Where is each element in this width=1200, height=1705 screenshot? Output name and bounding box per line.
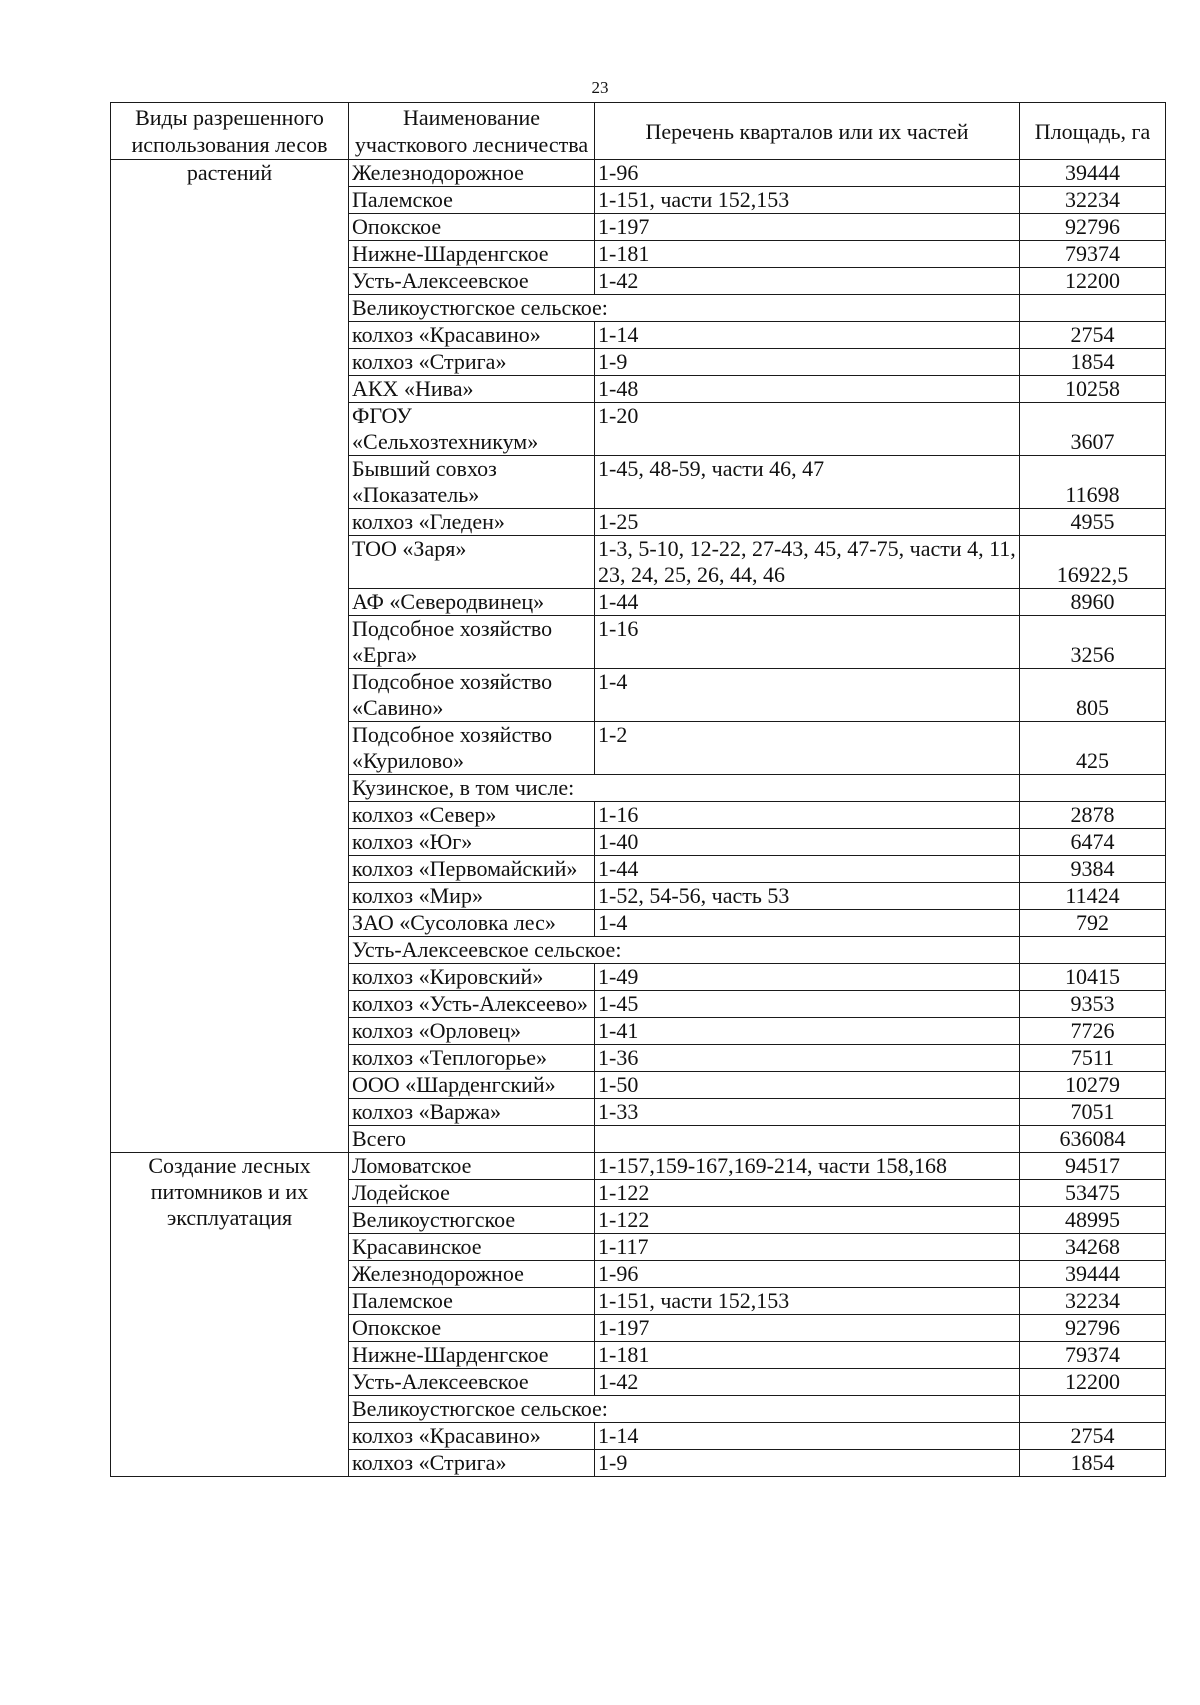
area-cell: 805 [1020,669,1166,722]
area-cell: 92796 [1020,1315,1166,1342]
forestry-name-cell: АФ «Северодвинец» [349,589,595,616]
header-quarters: Перечень кварталов или их частей [595,103,1020,160]
quarters-cell: 1-181 [595,241,1020,268]
quarters-cell: 1-45, 48-59, части 46, 47 [595,456,1020,509]
area-cell: 32234 [1020,1288,1166,1315]
area-cell: 10415 [1020,964,1166,991]
table-body [111,160,1166,1477]
quarters-cell: 1-49 [595,964,1020,991]
area-cell: 32234 [1020,187,1166,214]
forestry-name-cell: Великоустюгское [349,1207,595,1234]
quarters-cell: 1-42 [595,268,1020,295]
forestry-name-cell: Ломоватское [349,1153,595,1180]
quarters-cell: 1-50 [595,1072,1020,1099]
quarters-cell: 1-44 [595,856,1020,883]
area-cell: 11424 [1020,883,1166,910]
category-cell: растений [111,160,349,1153]
forestry-name-cell: Опокское [349,214,595,241]
quarters-cell: 1-44 [595,589,1020,616]
area-cell: 6474 [1020,829,1166,856]
forestry-name-cell: Нижне-Шарденгское [349,1342,595,1369]
quarters-cell: 1-4 [595,910,1020,937]
quarters-cell: 1-197 [595,1315,1020,1342]
forestry-name-cell: Железнодорожное [349,1261,595,1288]
forestry-name-cell: колхоз «Теплогорье» [349,1045,595,1072]
area-cell: 8960 [1020,589,1166,616]
forestry-name-cell: Подсобное хозяйство «Курилово» [349,722,595,775]
quarters-cell: 1-48 [595,376,1020,403]
area-cell: 12200 [1020,268,1166,295]
quarters-cell: 1-151, части 152,153 [595,1288,1020,1315]
forest-use-table [110,102,1166,1477]
forestry-name-cell: колхоз «Красавино» [349,322,595,349]
subgroup-heading: Кузинское, в том числе: [349,775,1020,802]
area-cell: 7726 [1020,1018,1166,1045]
subgroup-heading: Великоустюгское сельское: [349,1396,1020,1423]
forestry-name-cell: колхоз «Усть-Алексеево» [349,991,595,1018]
forestry-name-cell: Железнодорожное [349,160,595,187]
quarters-cell: 1-52, 54-56, часть 53 [595,883,1020,910]
quarters-cell: 1-122 [595,1180,1020,1207]
quarters-cell: 1-3, 5-10, 12-22, 27-43, 45, 47-75, части 4, 11, 23, 24, 25, 26, 44, 46 [595,536,1020,589]
quarters-cell: 1-41 [595,1018,1020,1045]
area-cell: 39444 [1020,160,1166,187]
area-cell: 9353 [1020,991,1166,1018]
forestry-name-cell: колхоз «Стрига» [349,1450,595,1477]
forestry-name-cell: Красавинское [349,1234,595,1261]
table-row [111,160,1166,187]
forestry-name-cell: Палемское [349,187,595,214]
area-cell: 39444 [1020,1261,1166,1288]
area-cell: 1854 [1020,349,1166,376]
area-cell: 3607 [1020,403,1166,456]
area-cell: 2878 [1020,802,1166,829]
area-cell: 79374 [1020,241,1166,268]
forestry-name-cell: Нижне-Шарденгское [349,241,595,268]
page-number: 23 [591,78,609,97]
area-cell: 4955 [1020,509,1166,536]
area-cell: 2754 [1020,322,1166,349]
forestry-name-cell: Усть-Алексеевское [349,1369,595,1396]
area-cell: 92796 [1020,214,1166,241]
quarters-cell [595,1126,1020,1153]
quarters-cell: 1-14 [595,1423,1020,1450]
area-cell: 11698 [1020,456,1166,509]
header-area: Площадь, га [1020,103,1166,160]
subgroup-heading: Великоустюгское сельское: [349,295,1020,322]
quarters-cell: 1-42 [595,1369,1020,1396]
forestry-name-cell: ООО «Шарденгский» [349,1072,595,1099]
forestry-name-cell: колхоз «Стрига» [349,349,595,376]
quarters-cell: 1-9 [595,1450,1020,1477]
forestry-name-cell: Лодейское [349,1180,595,1207]
forestry-name-cell: Подсобное хозяйство «Ерга» [349,616,595,669]
quarters-cell: 1-16 [595,616,1020,669]
area-cell: 792 [1020,910,1166,937]
area-cell: 10279 [1020,1072,1166,1099]
quarters-cell: 1-197 [595,214,1020,241]
forestry-name-cell: колхоз «Орловец» [349,1018,595,1045]
quarters-cell: 1-96 [595,1261,1020,1288]
area-cell: 9384 [1020,856,1166,883]
area-cell: 7051 [1020,1099,1166,1126]
quarters-cell: 1-36 [595,1045,1020,1072]
quarters-cell: 1-117 [595,1234,1020,1261]
area-cell [1020,295,1166,322]
quarters-cell: 1-122 [595,1207,1020,1234]
quarters-cell: 1-9 [595,349,1020,376]
quarters-cell: 1-16 [595,802,1020,829]
forestry-name-cell: ЗАО «Сусоловка лес» [349,910,595,937]
table-row [111,1153,1166,1180]
quarters-cell: 1-151, части 152,153 [595,187,1020,214]
forestry-name-cell: Бывший совхоз «Показатель» [349,456,595,509]
forestry-name-cell: Всего [349,1126,595,1153]
forestry-name-cell: колхоз «Север» [349,802,595,829]
quarters-cell: 1-33 [595,1099,1020,1126]
quarters-cell: 1-4 [595,669,1020,722]
area-cell [1020,937,1166,964]
quarters-cell: 1-25 [595,509,1020,536]
area-cell: 16922,5 [1020,536,1166,589]
area-cell: 3256 [1020,616,1166,669]
area-cell: 48995 [1020,1207,1166,1234]
area-cell: 1854 [1020,1450,1166,1477]
forestry-name-cell: Палемское [349,1288,595,1315]
forestry-name-cell: колхоз «Красавино» [349,1423,595,1450]
forestry-name-cell: колхоз «Первомайский» [349,856,595,883]
quarters-cell: 1-181 [595,1342,1020,1369]
area-cell: 10258 [1020,376,1166,403]
area-cell: 53475 [1020,1180,1166,1207]
quarters-cell: 1-2 [595,722,1020,775]
quarters-cell: 1-40 [595,829,1020,856]
area-cell: 2754 [1020,1423,1166,1450]
category-cell: Создание лесных питомников и их эксплуатация [111,1153,349,1477]
table-header-row [111,103,1166,160]
forestry-name-cell: ФГОУ «Сельхозтехникум» [349,403,595,456]
area-cell: 12200 [1020,1369,1166,1396]
forestry-name-cell: колхоз «Варжа» [349,1099,595,1126]
area-cell: 94517 [1020,1153,1166,1180]
quarters-cell: 1-157,159-167,169-214, части 158,168 [595,1153,1020,1180]
forestry-name-cell: Усть-Алексеевское [349,268,595,295]
quarters-cell: 1-14 [595,322,1020,349]
area-cell: 636084 [1020,1126,1166,1153]
quarters-cell: 1-45 [595,991,1020,1018]
forestry-name-cell: колхоз «Кировский» [349,964,595,991]
forestry-name-cell: Опокское [349,1315,595,1342]
area-cell [1020,1396,1166,1423]
forestry-name-cell: колхоз «Гледен» [349,509,595,536]
quarters-cell: 1-20 [595,403,1020,456]
header-category: Виды разрешенного использования лесов [111,103,349,160]
header-forestry: Наименование участкового лесничества [349,103,595,160]
forestry-name-cell: Подсобное хозяйство «Савино» [349,669,595,722]
area-cell: 425 [1020,722,1166,775]
area-cell [1020,775,1166,802]
area-cell: 7511 [1020,1045,1166,1072]
area-cell: 79374 [1020,1342,1166,1369]
subgroup-heading: Усть-Алексеевское сельское: [349,937,1020,964]
forestry-name-cell: колхоз «Юг» [349,829,595,856]
area-cell: 34268 [1020,1234,1166,1261]
forestry-name-cell: ТОО «Заря» [349,536,595,589]
forestry-name-cell: колхоз «Мир» [349,883,595,910]
quarters-cell: 1-96 [595,160,1020,187]
forestry-name-cell: АКХ «Нива» [349,376,595,403]
